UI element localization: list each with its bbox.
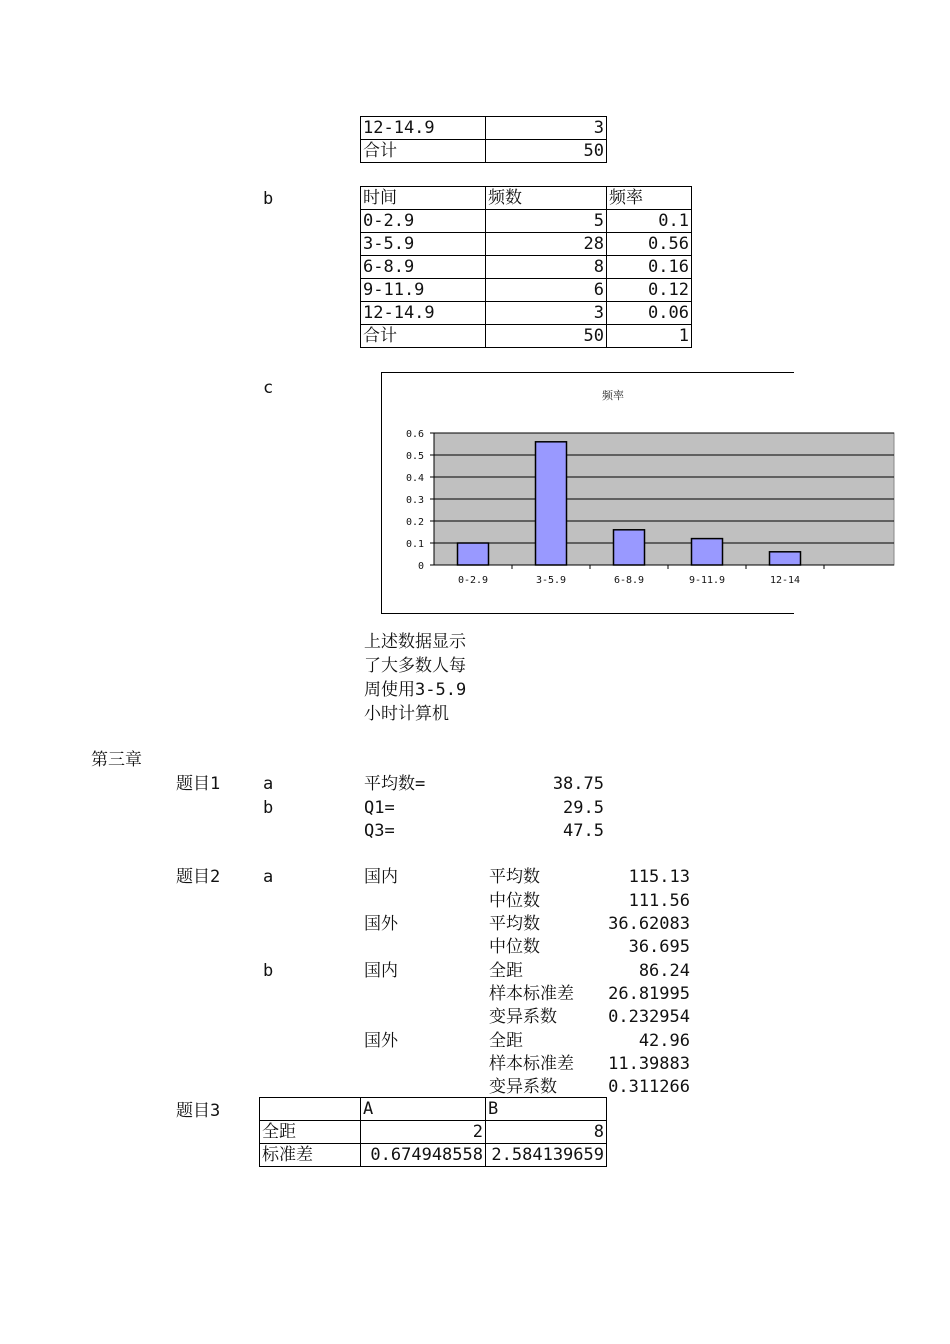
table-cell: 3 <box>486 302 607 325</box>
q1-stat-name: Q1= <box>364 798 395 818</box>
table-cell: 0.674948558 <box>361 1144 486 1167</box>
table-cell: 0.1 <box>607 210 692 233</box>
q2-stat-value: 36.62083 <box>608 914 690 934</box>
y-tick-label: 0.1 <box>405 539 424 550</box>
q2-stat-value: 0.232954 <box>608 1007 690 1027</box>
table-cell: 0.12 <box>607 279 692 302</box>
note-line: 了大多数人每 <box>364 656 466 676</box>
q1-letter: a <box>263 774 274 794</box>
q2-group: 国外 <box>364 914 398 934</box>
y-tick-label: 0.6 <box>405 429 424 440</box>
table-row <box>361 233 692 256</box>
q2-stat-name: 平均数 <box>489 914 540 934</box>
q1-stat-name: 平均数= <box>364 774 426 794</box>
q2-stat-value: 115.13 <box>628 867 690 887</box>
bar <box>692 539 723 565</box>
q2-stat-value: 36.695 <box>628 937 690 957</box>
bar <box>458 543 489 565</box>
q2-stat-value: 26.81995 <box>608 984 690 1004</box>
frequency-chart <box>381 372 801 614</box>
question-3-label: 题目3 <box>176 1101 221 1121</box>
table-cell: 全距 <box>260 1121 361 1144</box>
table-cell: 6 <box>486 279 607 302</box>
table-cell: 0.06 <box>607 302 692 325</box>
table-cell: 3-5.9 <box>361 233 486 256</box>
column-header: 频数 <box>486 187 607 210</box>
note-line: 周使用3-5.9 <box>364 680 467 700</box>
q2-group: 国外 <box>364 1031 398 1051</box>
q1-letter: b <box>263 798 274 818</box>
bar <box>614 530 645 565</box>
table-cell: 28 <box>486 233 607 256</box>
q2-stat-name: 变异系数 <box>489 1077 557 1097</box>
bar <box>770 552 801 565</box>
column-header <box>260 1098 361 1121</box>
table-cell: 0.56 <box>607 233 692 256</box>
column-header: A <box>361 1098 486 1121</box>
table-row <box>361 302 692 325</box>
table-row <box>361 117 607 140</box>
q1-stat-value: 38.75 <box>552 774 604 794</box>
note-line: 上述数据显示 <box>364 632 466 652</box>
table-cell: 标准差 <box>260 1144 361 1167</box>
table-header-row <box>361 187 692 210</box>
table-cell: 0-2.9 <box>361 210 486 233</box>
table-row <box>361 140 607 163</box>
q2-stat-value: 42.96 <box>638 1031 690 1051</box>
q1-stat-value: 47.5 <box>563 821 604 841</box>
q2-stat-name: 变异系数 <box>489 1007 557 1027</box>
y-tick-label: 0 <box>417 561 424 572</box>
q3-table <box>259 1097 607 1167</box>
note-line: 小时计算机 <box>364 704 449 724</box>
q2-stat-name: 样本标准差 <box>489 1054 574 1074</box>
question-2-label: 题目2 <box>176 867 221 887</box>
table-cell: 50 <box>486 325 607 348</box>
column-header: 时间 <box>361 187 486 210</box>
column-header: B <box>486 1098 607 1121</box>
q2-letter: a <box>263 867 274 887</box>
q2-stat-name: 平均数 <box>489 867 540 887</box>
q2-group: 国内 <box>364 961 398 981</box>
y-tick-label: 0.4 <box>405 473 424 484</box>
table-row <box>260 1121 607 1144</box>
table-cell: 6-8.9 <box>361 256 486 279</box>
q2-stat-value: 0.311266 <box>608 1077 690 1097</box>
table-cell: 3 <box>486 117 607 140</box>
table-cell: 2.584139659 <box>486 1144 607 1167</box>
chapter-title: 第三章 <box>91 750 142 770</box>
table-cell: 0.16 <box>607 256 692 279</box>
q1-stat-value: 29.5 <box>563 798 604 818</box>
x-tick-label: 9-11.9 <box>688 575 726 586</box>
table-row <box>361 279 692 302</box>
table-cell: 5 <box>486 210 607 233</box>
column-header: 频率 <box>607 187 692 210</box>
bar <box>536 442 567 565</box>
table-cell: 合计 <box>361 325 486 348</box>
q2-stat-name: 全距 <box>489 961 523 981</box>
table-row <box>260 1144 607 1167</box>
chart-conclusion-note <box>364 630 466 726</box>
table-cell: 12-14.9 <box>361 117 486 140</box>
section-b-label: b <box>263 189 274 209</box>
q1-stat-name: Q3= <box>364 821 395 841</box>
q2-stat-name: 全距 <box>489 1031 523 1051</box>
section-c-label: c <box>263 378 274 398</box>
table-header-row <box>260 1098 607 1121</box>
table-cell: 2 <box>361 1121 486 1144</box>
table-row <box>361 256 692 279</box>
table-row <box>361 325 692 348</box>
y-tick-label: 0.3 <box>405 495 424 506</box>
table-cell: 8 <box>486 256 607 279</box>
q2-letter: b <box>263 961 274 981</box>
q2-stat-name: 中位数 <box>489 937 540 957</box>
table-cell: 50 <box>486 140 607 163</box>
top-table <box>360 116 607 163</box>
q2-stat-name: 样本标准差 <box>489 984 574 1004</box>
table-cell: 12-14.9 <box>361 302 486 325</box>
table-cell: 9-11.9 <box>361 279 486 302</box>
q2-stat-name: 中位数 <box>489 891 540 911</box>
q2-stat-value: 111.56 <box>628 891 690 911</box>
x-tick-label: 0-2.9 <box>457 575 489 586</box>
table-cell: 1 <box>607 325 692 348</box>
table-cell: 8 <box>486 1121 607 1144</box>
y-tick-label: 0.2 <box>405 517 424 528</box>
y-tick-label: 0.5 <box>405 451 424 462</box>
question-1-label: 题目1 <box>176 774 221 794</box>
q2-stat-value: 11.39883 <box>608 1054 690 1074</box>
x-tick-label: 6-8.9 <box>613 575 645 586</box>
table-row <box>361 210 692 233</box>
bar-chart-svg <box>382 373 801 613</box>
x-tick-label: 12-14 <box>769 575 801 586</box>
x-tick-label: 3-5.9 <box>535 575 567 586</box>
frequency-table <box>360 186 692 348</box>
q2-stat-value: 86.24 <box>638 961 690 981</box>
q2-group: 国内 <box>364 867 398 887</box>
table-cell: 合计 <box>361 140 486 163</box>
chart-title: 频率 <box>602 389 624 402</box>
